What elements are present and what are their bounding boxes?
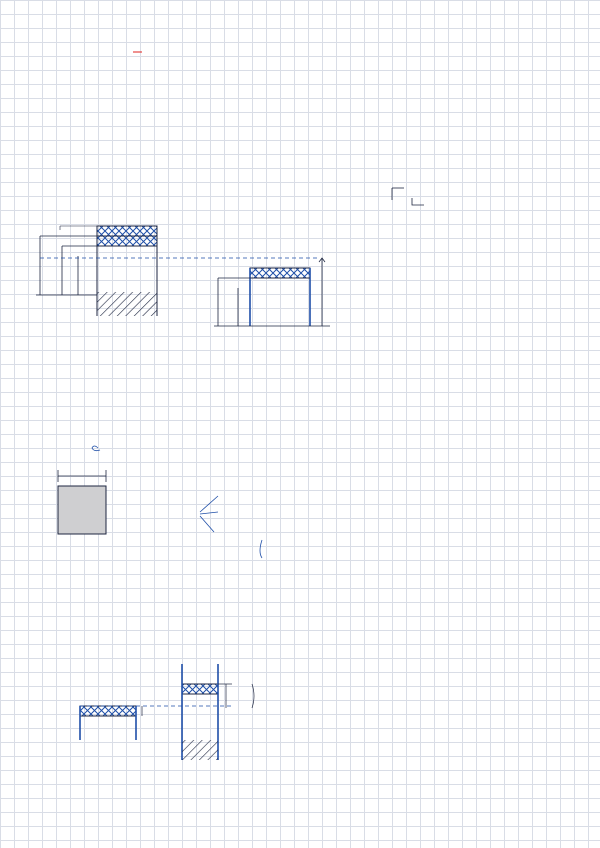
drawing-30f8	[80, 664, 254, 760]
drawing-eje	[214, 258, 330, 326]
units-arrows	[392, 188, 424, 205]
drawing-30h6	[58, 446, 262, 558]
